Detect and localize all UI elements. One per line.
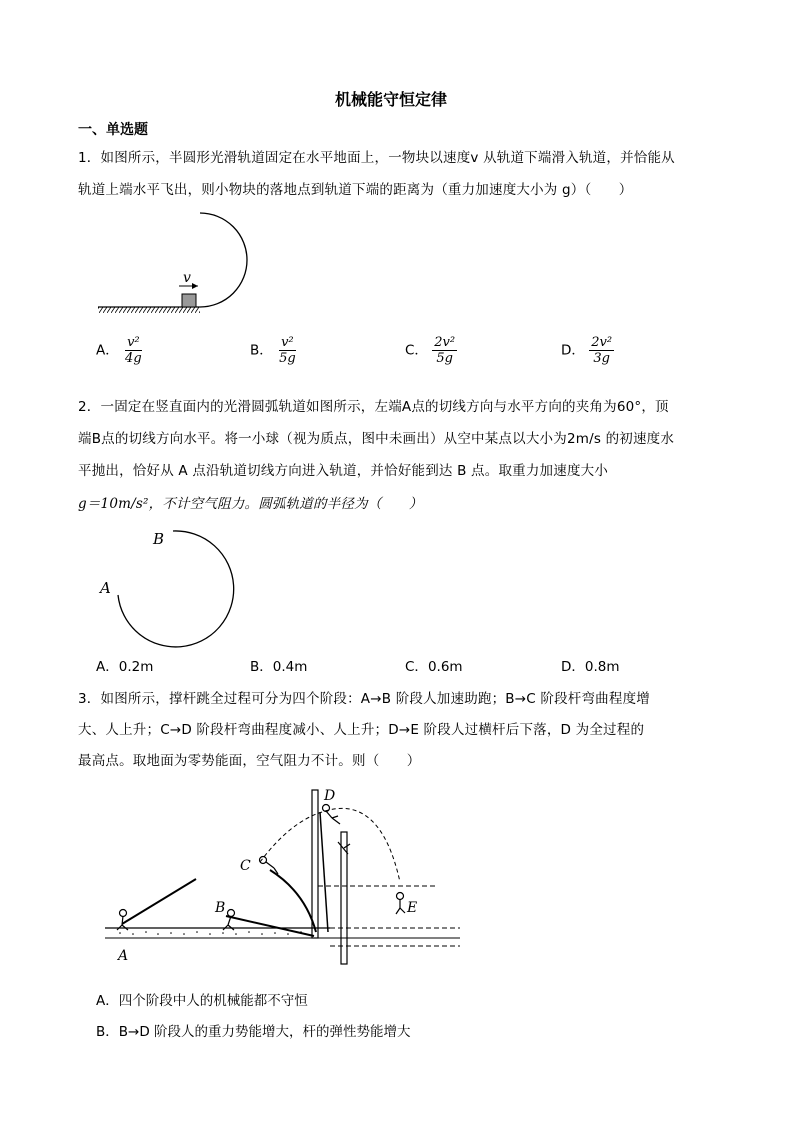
velocity-label: v <box>183 270 191 286</box>
circular-arc-track <box>118 531 234 647</box>
label-b: B <box>215 900 226 916</box>
ground-hatch <box>98 307 200 313</box>
falling-athlete <box>338 842 350 854</box>
block <box>182 294 196 307</box>
athlete-e <box>396 893 405 915</box>
pole-a <box>122 879 196 924</box>
label-c: C <box>240 858 251 874</box>
pole-c <box>270 870 316 932</box>
q2-option-a[interactable]: A．0.2m <box>96 659 154 675</box>
q2-option-c[interactable]: C．0.6m <box>405 659 463 675</box>
velocity-arrowhead <box>192 283 198 289</box>
jump-trajectory <box>260 808 400 882</box>
q3-line-2: 大、人上升；C→D 阶段杆弯曲程度减小、人上升；D→E 阶段人过横杆后下落，D 为全过程的 <box>78 722 645 738</box>
q1-line-1: 1．如图所示，半圆形光滑轨道固定在水平地面上，一物块以速度v 从轨道下端滑入轨道，并恰能从 <box>78 150 675 166</box>
q2-line-3: 平抛出，恰好从 A 点沿轨道切线方向进入轨道，并恰好能到达 B 点。取重力加速度大小 <box>78 463 609 479</box>
q1-figure <box>95 205 265 320</box>
q1-option-c[interactable]: C． $\frac{\text{2v²}}{5g}$ <box>405 335 456 366</box>
q1-option-b[interactable]: B． $\frac{\text{v²}}{5g}$ <box>250 335 296 366</box>
q3-line-3: 最高点。取地面为零势能面，空气阻力不计。则（ ） <box>78 753 421 769</box>
pole-b <box>226 916 314 936</box>
q2-option-b[interactable]: B．0.4m <box>250 659 308 675</box>
q2-line-4: g＝10m/s²，不计空气阻力。圆弧轨道的半径为（ ） <box>78 496 423 512</box>
upright-left <box>312 790 318 938</box>
q3-option-b[interactable]: B．B→D 阶段人的重力势能增大，杆的弹性势能增大 <box>96 1024 411 1040</box>
q1-line-2: 轨道上端水平飞出，则小物块的落地点到轨道下端的距离为（重力加速度大小为 g）（ ） <box>78 182 633 198</box>
label-e: E <box>407 900 418 916</box>
section-heading: 一、单选题 <box>78 122 148 138</box>
athlete-d <box>323 805 341 825</box>
label-a: A <box>118 948 129 964</box>
q2-line-2: 端B点的切线方向水平。将一小球（视为质点，图中未画出）从空中某点以大小为2m/s 的初速度水 <box>78 431 675 447</box>
q3-figure <box>100 782 470 972</box>
point-b-label: B <box>153 530 165 548</box>
q3-line-1: 3．如图所示，撑杆跳全过程可分为四个阶段：A→B 阶段人加速助跑；B→C 阶段杆弯曲程度增 <box>78 691 650 707</box>
label-d: D <box>324 788 336 804</box>
q1-option-a[interactable]: A． $\frac{\text{v²}}{4g}$ <box>96 335 142 366</box>
semicircle-track <box>200 213 247 307</box>
point-a-label: A <box>100 579 111 597</box>
q1-option-d[interactable]: D． $\frac{\text{2v²}}{3g}$ <box>561 335 613 366</box>
q3-option-a[interactable]: A．四个阶段中人的机械能都不守恒 <box>96 993 308 1009</box>
ground-dots <box>119 931 302 935</box>
pole-d <box>320 812 328 932</box>
q2-figure <box>95 525 245 650</box>
page-title: 机械能守恒定律 <box>335 90 448 109</box>
athlete-a <box>117 910 128 931</box>
q2-option-d[interactable]: D．0.8m <box>561 659 620 675</box>
q2-line-1: 2．一固定在竖直面内的光滑圆弧轨道如图所示，左端A点的切线方向与水平方向的夹角为60°，顶 <box>78 399 669 415</box>
